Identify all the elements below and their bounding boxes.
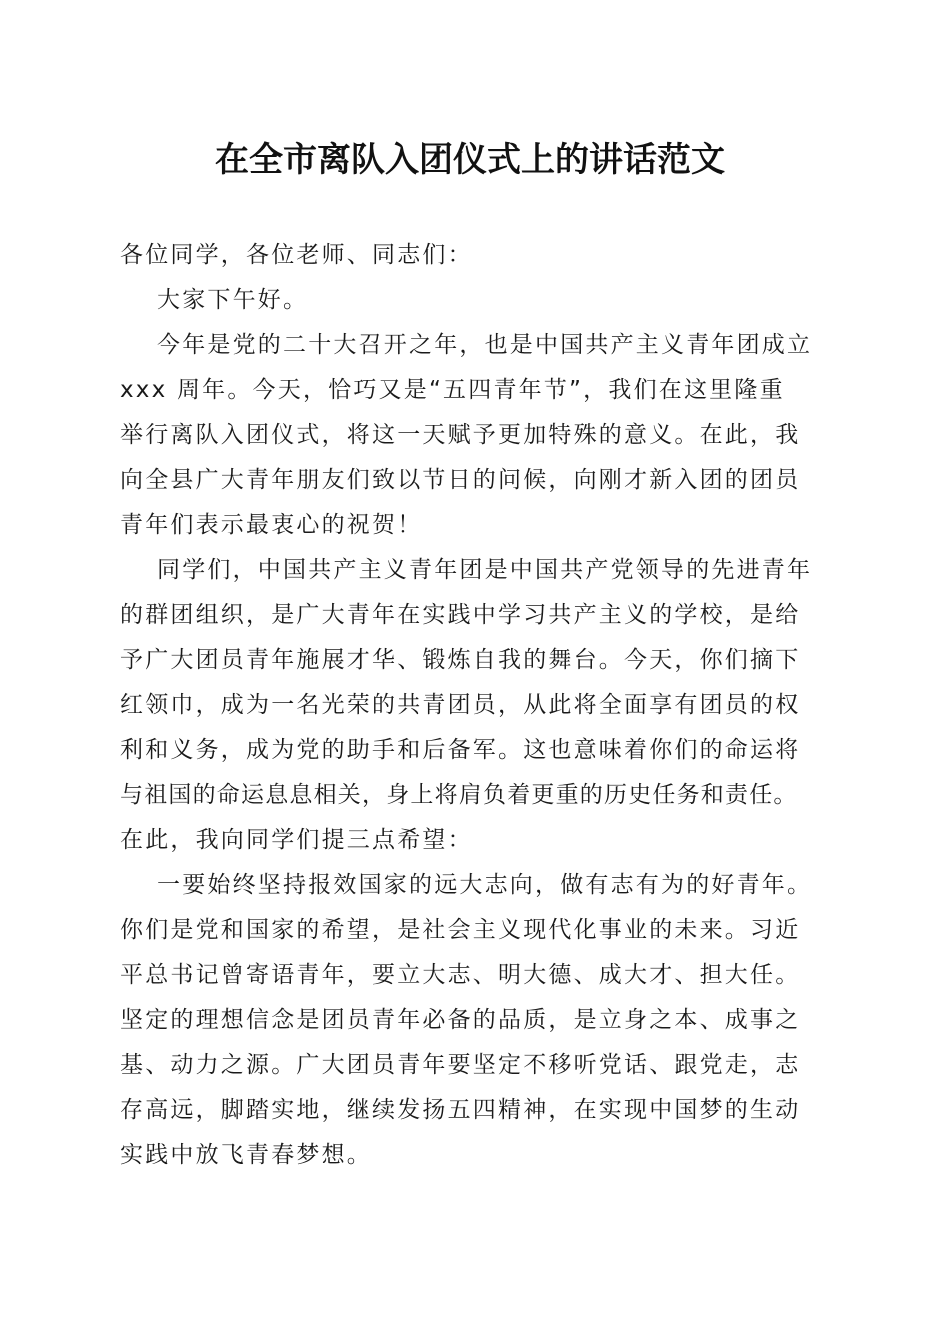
document-body <box>120 233 840 1178</box>
paragraph-3-line-4: 坚定的理想信念是团员青年必备的品质，是立身之本、成事之 <box>120 1007 801 1033</box>
paragraph-2-line-4: 红领巾，成为一名光荣的共青团员，从此将全面享有团员的权 <box>120 692 801 718</box>
paragraph-3-line-7: 实践中放飞青春梦想。 <box>120 1142 372 1168</box>
paragraph-3-line-6: 存高远，脚踏实地，继续发扬五四精神，在实现中国梦的生动 <box>120 1097 801 1123</box>
paragraph-1-line-1: 今年是党的二十大召开之年，也是中国共产主义青年团成立 <box>157 332 813 358</box>
paragraph-2-line-3: 予广大团员青年施展才华、锻炼自我的舞台。今天，你们摘下 <box>120 647 801 673</box>
paragraph-3-line-2: 你们是党和国家的希望，是社会主义现代化事业的未来。习近 <box>120 917 801 943</box>
paragraph-2-line-7: 在此，我向同学们提三点希望： <box>120 827 473 853</box>
paragraph-1-line-2: xxx 周年。今天，恰巧又是“五四青年节”，我们在这里隆重 <box>120 377 785 403</box>
paragraph-1-line-4: 向全县广大青年朋友们致以节日的问候，向刚才新入团的团员 <box>120 467 801 493</box>
paragraph-2-line-1: 同学们，中国共产主义青年团是中国共产党领导的先进青年 <box>157 557 813 583</box>
paragraph-1-line-3: 举行离队入团仪式，将这一天赋予更加特殊的意义。在此，我 <box>120 422 801 448</box>
greeting-line: 大家下午好。 <box>157 287 309 313</box>
paragraph-2-line-6: 与祖国的命运息息相关，身上将肩负着更重的历史任务和责任。 <box>120 782 798 808</box>
paragraph-2-line-5: 利和义务，成为党的助手和后备军。这也意味着你们的命运将 <box>120 737 801 763</box>
salutation-line: 各位同学，各位老师、同志们： <box>120 242 473 268</box>
document-title: 在全市离队入团仪式上的讲话范文 <box>215 140 725 180</box>
paragraph-3-line-3: 平总书记曾寄语青年，要立大志、明大德、成大才、担大任。 <box>120 962 801 988</box>
paragraph-3-line-1: 一要始终坚持报效国家的远大志向，做有志有为的好青年。 <box>157 872 813 898</box>
paragraph-1-line-5: 青年们表示最衷心的祝贺！ <box>120 512 423 538</box>
paragraph-2-line-2: 的群团组织，是广大青年在实践中学习共产主义的学校，是给 <box>120 602 801 628</box>
paragraph-3-line-5: 基、动力之源。广大团员青年要坚定不移听党话、跟党走，志 <box>120 1052 801 1078</box>
